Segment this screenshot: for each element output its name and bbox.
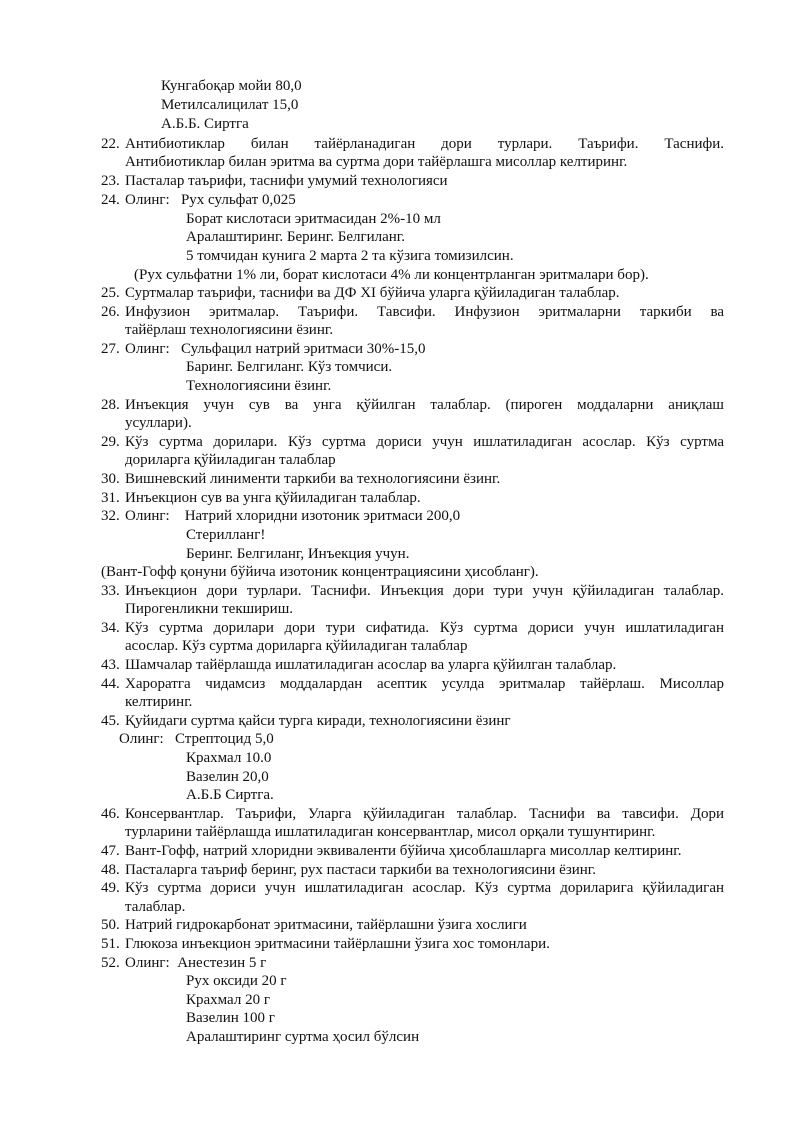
text-line: Баринг. Белгиланг. Кўз томчиси. <box>186 359 393 375</box>
text-line: Вант-Гофф, натрий хлоридни эквиваленти бўйича ҳисоблашларга мисоллар келтиринг. <box>125 843 682 859</box>
text-line: Крахмал 20 г <box>186 992 270 1008</box>
text-line: А.Б.Б Сиртга. <box>186 787 274 803</box>
text-line: Глюкоза инъекцион эритмасини тайёрлашни ўзига хос томонлари. <box>125 936 550 952</box>
item-number: 24. <box>101 192 120 208</box>
text-line: дориларга қўйиладиган талаблар <box>125 452 336 468</box>
item-number: 48. <box>101 862 120 878</box>
item-number: 23. <box>101 173 120 189</box>
text-line: Олинг: Рух сульфат 0,025 <box>125 192 296 208</box>
text-line: А.Б.Б. Сиртга <box>161 116 249 132</box>
text-line: Натрий гидрокарбонат эритмасини, тайёрлашни ўзига хослиги <box>125 917 527 933</box>
text-line: Инъекцион дори турлари. Таснифи. Инъекция дори тури учун қўйиладиган талаблар. <box>125 583 724 599</box>
text-line: Пасталар таърифи, таснифи умумий технологияси <box>125 173 448 189</box>
text-line: Олинг: Сульфацил натрий эритмаси 30%-15,0 <box>125 341 426 357</box>
text-line: Инъекция учун сув ва унга қўйилган талаблар. (пироген моддаларни аниқлаш <box>125 397 724 413</box>
text-line: Шамчалар тайёрлашда ишлатиладиган асослар ва уларга қўйилган талаблар. <box>125 657 617 673</box>
text-line: усуллари). <box>125 415 192 431</box>
text-line: Олинг: Анестезин 5 г <box>125 955 267 971</box>
item-number: 51. <box>101 936 120 952</box>
text-line: Кўз суртма дорилари. Кўз суртма дориси учун ишлатиладиган асослар. Кўз суртма <box>125 434 724 450</box>
text-line: Инъекцион сув ва унга қўйиладиган талаблар. <box>125 490 421 506</box>
text-line: Кўз суртма дорилари дори тури сифатида. Кўз суртма дориси учун ишлатиладиган <box>125 620 724 636</box>
item-number: 46. <box>101 806 120 822</box>
item-number: 29. <box>101 434 120 450</box>
text-line: Кўз суртма дориси учун ишлатиладиган асослар. Кўз суртма дориларига қўйиладиган <box>125 880 724 896</box>
text-line: Аралаштиринг. Беринг. Белгиланг. <box>186 229 406 245</box>
text-line: Суртмалар таърифи, таснифи ва ДФ XI бўйича уларга қўйиладиган талаблар. <box>125 285 620 301</box>
item-number: 31. <box>101 490 120 506</box>
item-number: 34. <box>101 620 120 636</box>
item-number: 28. <box>101 397 120 413</box>
text-line: Антибиотиклар билан тайёрланадиган дори турлари. Таърифи. Таснифи. <box>125 136 724 152</box>
text-line: тайёрлаш технологиясини ёзинг. <box>125 322 334 338</box>
text-line: келтиринг. <box>125 694 193 710</box>
text-line: талаблар. <box>125 899 186 915</box>
text-line: Консервантлар. Таърифи, Уларга қўйиладиган талаблар. Таснифи ва тавсифи. Дори <box>125 806 724 822</box>
text-line: асослар. Кўз суртма дориларга қўйиладиган талаблар <box>125 638 468 654</box>
text-line: Инфузион эритмалар. Таърифи. Тавсифи. Инфузион эритмаларни таркиби ва <box>125 304 724 320</box>
item-number: 30. <box>101 471 120 487</box>
item-number: 25. <box>101 285 120 301</box>
text-line: (Вант-Гофф қонуни бўйича изотоник концентрациясини ҳисобланг). <box>101 564 539 580</box>
item-number: 32. <box>101 508 120 524</box>
item-number: 45. <box>101 713 120 729</box>
item-number: 52. <box>101 955 120 971</box>
item-number: 27. <box>101 341 120 357</box>
item-number: 26. <box>101 304 120 320</box>
text-line: Кунгабоқар мойи 80,0 <box>161 78 302 94</box>
text-line: Беринг. Белгиланг, Инъекция учун. <box>186 546 410 562</box>
item-number: 49. <box>101 880 120 896</box>
item-number: 22. <box>101 136 120 152</box>
text-line: Олинг: Стрептоцид 5,0 <box>119 731 274 747</box>
text-line: Вишневский линименти таркиби ва технологиясини ёзинг. <box>125 471 501 487</box>
text-line: Пасталарга таъриф беринг, рух пастаси таркиби ва технологиясини ёзинг. <box>125 862 597 878</box>
text-line: Олинг: Натрий хлоридни изотоник эритмаси 200,0 <box>125 508 461 524</box>
text-line: (Рух сульфатни 1% ли, борат кислотаси 4% ли концентрланган эритмалари бор). <box>134 267 649 283</box>
item-number: 50. <box>101 917 120 933</box>
text-line: Антибиотиклар билан эритма ва суртма дори тайёрлашга мисоллар келтиринг. <box>125 154 628 170</box>
text-line: Вазелин 100 г <box>186 1010 275 1026</box>
text-line: Пирогенликни текшириш. <box>125 601 294 617</box>
text-line: Аралаштиринг суртма ҳосил бўлсин <box>186 1029 420 1045</box>
item-number: 33. <box>101 583 120 599</box>
text-line: 5 томчидан кунига 2 марта 2 та кўзига томизилсин. <box>186 248 514 264</box>
text-line: Метилсалицилат 15,0 <box>161 97 299 113</box>
item-number: 44. <box>101 676 120 692</box>
text-line: Борат кислотаси эритмасидан 2%-10 мл <box>186 211 441 227</box>
text-line: Хароратга чидамсиз моддалардан асептик усулда эритмалар тайёрлаш. Мисоллар <box>125 676 724 692</box>
text-line: Қуйидаги суртма қайси турга киради, технологиясини ёзинг <box>125 713 511 729</box>
text-line: Вазелин 20,0 <box>186 769 269 785</box>
item-number: 43. <box>101 657 120 673</box>
text-line: Технологиясини ёзинг. <box>186 378 332 394</box>
item-number: 47. <box>101 843 120 859</box>
text-line: Стерилланг! <box>186 527 266 543</box>
text-line: Рух оксиди 20 г <box>186 973 287 989</box>
text-line: турларини тайёрлашда ишлатиладиган консервантлар, мисол орқали тушунтиринг. <box>125 824 656 840</box>
text-line: Крахмал 10.0 <box>186 750 272 766</box>
